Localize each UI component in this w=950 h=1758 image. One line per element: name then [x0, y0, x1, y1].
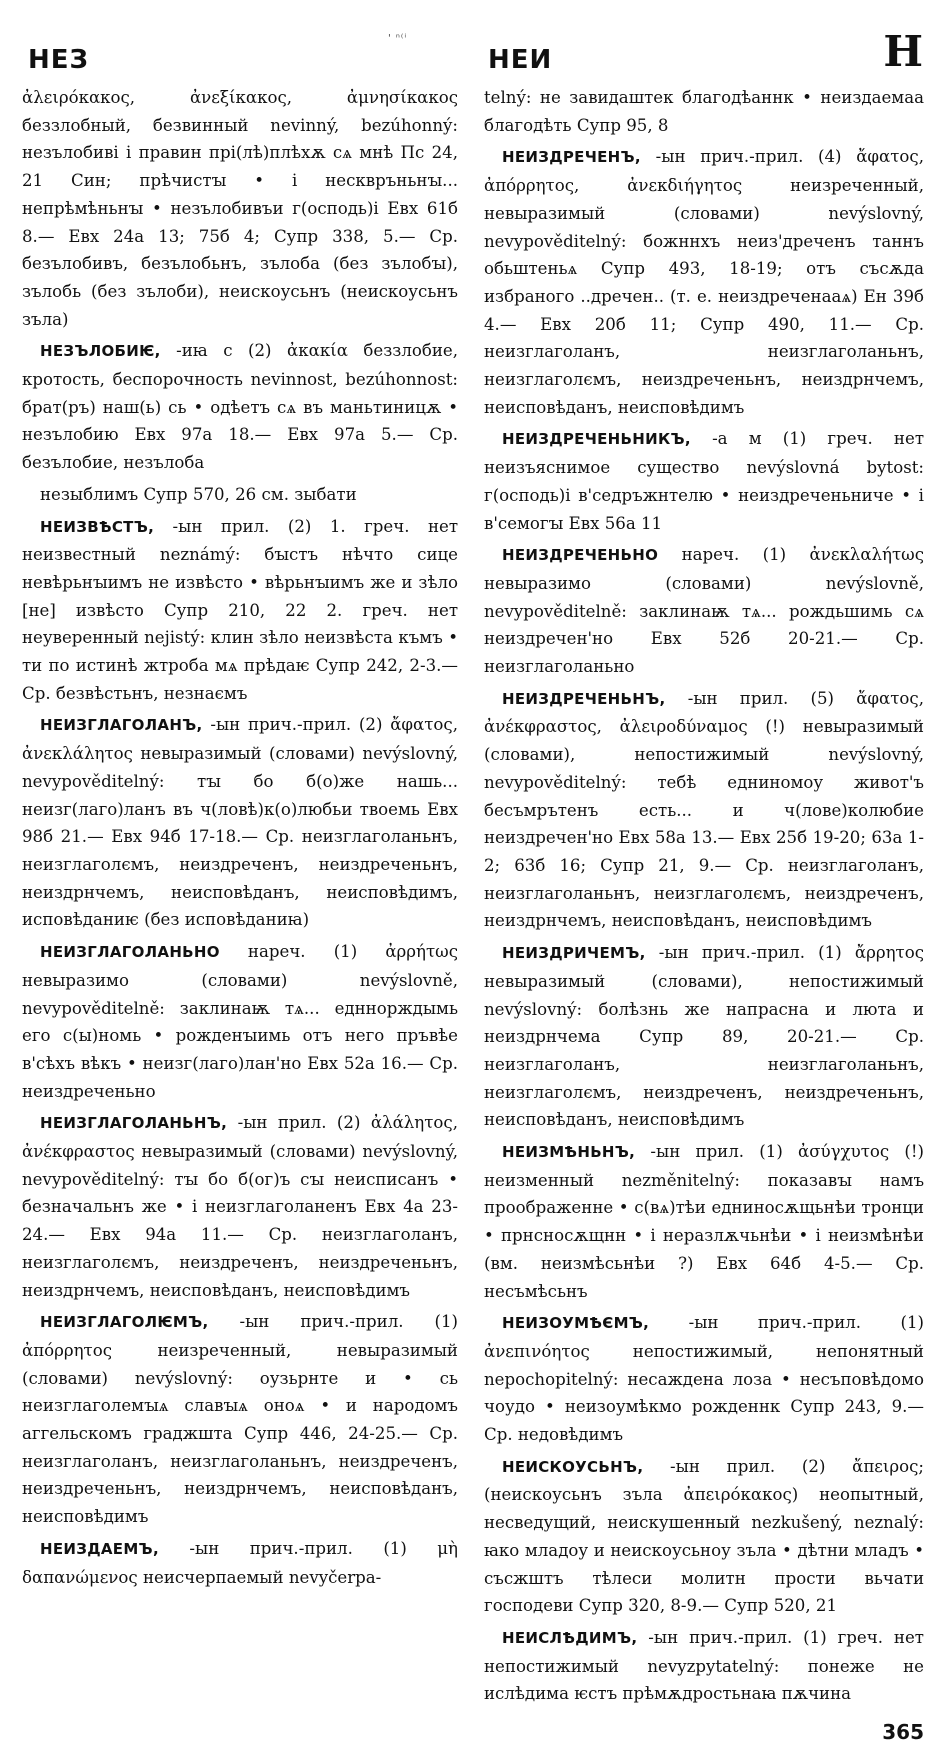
entry-headword: НЕИЗДРЕЧЕНЪ,: [502, 148, 641, 167]
entry-headword: НЕИЗВѢСТЪ,: [40, 517, 155, 536]
entry-headword: НЕИЗГЛАГОЛѤМЪ,: [40, 1313, 209, 1332]
entry-headword: НЕИСКОУСЬНЪ,: [502, 1457, 644, 1476]
entry-body: -ын прил. (5) ἄφατος, ἀνέκφραστος, ἀλειροδύναμος (!) невыразимый (словами), непостижимый nevýslovný, nevypověditelný: тебѣ едниномоу живот'ъ бесъмрътенъ есть... и ч(лове)колюбие неиздречен'но Евх 58а 13.— Евх 25б 19-20; 63а 1-2; 63б 16; Супр 21, 9.— Ср. неизглаголанъ, неизглаголаньнъ, неизглаголємъ, неиздреченъ, неиздрнчемъ, неисповѣданъ, неисповѣдимъ: [484, 688, 924, 931]
entry-body: -а м (1) греч. нет неизъяснимое существо nevýslovná bytost: г(осподь)і в'седръжнтелю • неиздреченьниче • і в'семогꙑ Евх 56а 11: [484, 429, 924, 533]
dictionary-entry: [484, 425, 924, 537]
dictionary-entry: [22, 1109, 458, 1304]
entry-body: незыблимъ Супр 570, 26 см. зыбати: [40, 484, 357, 504]
entry-body: -ын прич.-прил. (1) ἀπόρρητος неизреченный, невыразимый (словами) nevýslovný: оузьрнте и • сь неизглаголемꙑѧ славꙑѧ оноѧ • и народомъ аггельскомъ граджшта Супр 446, 24-25.— Ср. неизглаголанъ, неизглаголаньнъ, неиздреченъ, неиздреченьнъ, неиздрнчемъ, неисповѣданъ, неисповѣдимъ: [22, 1312, 458, 1527]
dictionary-entry: [22, 1535, 458, 1591]
entry-body: -ын прич.-прил. (1) μὴ δαπανώμενος неисчерпаемый nevyčerpa-: [22, 1538, 458, 1587]
entry-body: ἀλειρόκακος, ἀνεξίκακος, ἀμνησίκακος беззлобный, безвинный nevinný, bezúhonný: незълобиві і правин прі(лѣ)плѣхѫ сѧ мнѣ Пс 24, 21 Син; прѣчистꙑ • і несквръньнꙑ... непрѣмѣньнꙑ • незълобивъи г(осподь)і Евх 61б 8.— Евх 24а 13; 75б 4; Супр 338, 5.— Ср. безълобивъ, безълобьнъ, зълоба (без зълобꙑ), зълобь (без зълоби), неискоусьнъ (неискоусьнъ зъла): [22, 88, 458, 329]
entry-body: telný: не завидаштек благодѣаннк • неиздаемаа благодѣть Супр 95, 8: [484, 88, 924, 135]
entry-body: -ын прич.-прил. (4) ἄφατος, ἀπόρρητος, ἀνεκδιήγητος неизреченный, невыразимый (словами) nevýslovný, nevypověditelný: божннхъ неиз'дреченъ таннъ обьштеньѧ Супр 493, 18-19; отъ съсѫда избраного ..дречен.. (т. е. неиздреченааѧ) Ен 39б 4.— Евх 20б 11; Супр 490, 11.— Ср. неизглаголанъ, неизглаголаньнъ, неизглаголємъ, неиздреченьнъ, неиздрнчемъ, неисповѣданъ, неисповѣдимъ: [484, 147, 924, 417]
right-guideword: НЕИ: [488, 45, 553, 75]
header-mark: ' ⁿ⁽ⁱ: [388, 33, 408, 44]
dictionary-entry: [484, 1309, 924, 1449]
entry-headword: НЕИЗДРЕЧЕНЬНЪ,: [502, 689, 666, 708]
columns: [22, 84, 924, 1712]
page-footer: [22, 1720, 924, 1744]
entry-body: нареч. (1) ἀνεκλαλήτως невыразимо (словами) nevýslovně, nevypověditelně: заклинаѭ тѧ... рождьшимь сѧ неиздречен'но Евх 52б 20-21.— Ср. неизглаголаньно: [484, 545, 924, 677]
entry-headword: НЕИЗДРЕЧЕНЬНИКЪ,: [502, 430, 691, 449]
dictionary-entry: [22, 938, 458, 1105]
entry-body: -ын прич.-прил. (1) ἀνεπινόητος непостижимый, непонятный nepochopitelný: несаждена лоза • несъповѣдомо чоудо • неизоумѣкмо рожденнк Супр 243, 9.— Ср. недовѣдимъ: [484, 1313, 924, 1445]
entry-headword: НЕИЗДРИЧЕМЪ,: [502, 944, 646, 963]
dictionary-entry: [484, 1138, 924, 1305]
dictionary-entry: [484, 685, 924, 935]
dictionary-entry: [22, 337, 458, 477]
entry-body: -ын прил. (1) ἀσύγχυτος (!) неизменный nezměnitelný: показавꙑ намъ проображенне • с(вѧ)тѣи едниносѫщьнѣи тронци • прнсносѫщнн • і неразлѫчьнѣи • і неизмѣнѣи (вм. неизмѣсьнѣи ?) Евх 64б 4-5.— Ср. несъмѣсьнъ: [484, 1142, 924, 1301]
entry-body: нареч. (1) ἀρρήτως невыразимо (словами) nevýslovně, nevypověditelně: заклинаѭ тѧ... едннорждымь его с(ы)номь • рожденꙑимь отъ него пръвѣе в'сѣхъ вѣкъ • неизг(лаго)лан'но Евх 52а 16.— Ср. неиздреченьно: [22, 942, 458, 1101]
entry-headword: НЕИЗДРЕЧЕНЬНО: [502, 546, 659, 565]
dictionary-entry: [484, 143, 924, 421]
entry-body: -ын прил. (2) ἄπειρος; (неискоусьнъ зъла ἀπειρόκακος) неопытный, несведущий, неискушенный nezkušený, neznalý: ꙗко младоу и неискоусьноу зъла • дѣтни младъ • съсжштъ тѣлеси молитн прости вьчати господеви Супр 320, 8-9.— Супр 520, 21: [484, 1456, 924, 1616]
section-letter: Н: [883, 27, 924, 76]
dictionary-entry: [22, 481, 458, 509]
entry-headword: НЕИЗМѢНЬНЪ,: [502, 1143, 636, 1162]
entry-body: -ын прич.-прил. (2) ἄφατος, ἀνεκλάλητος невыразимый (словами) nevýslovný, nevypověditelný: тꙑ бо б(о)же нашь... неизг(лаго)ланъ въ ч(ловѣ)к(о)любьи твоемь Евх 98б 21.— Евх 94б 17-18.— Ср. неизглаголаньнъ, неизглаголємъ, неиздреченъ, неиздреченьнъ, неиздрнчемъ, неисповѣданъ, неисповѣдимъ, исповѣданиѥ (без исповѣданиꙗ): [22, 715, 458, 930]
entry-body: -ын прил. (2) 1. греч. нет неизвестный neznámý: бꙑстъ нѣчто сице невѣрьнꙑимъ не извѣсто • вѣрьнꙑимъ же и зѣло [не] извѣсто Супр 210, 22 2. греч. нет неуверенный nejistý: клин зѣло неизвѣста къмъ • ти по истинѣ жтроба мѧ прѣдаѥ Супр 242, 2-3.— Ср. безвѣстьнъ, незнаємъ: [22, 516, 458, 703]
entry-headword: НЕИСЛѢДИМЪ,: [502, 1628, 638, 1647]
dictionary-entry: [22, 513, 458, 708]
dictionary-entry: [484, 84, 924, 139]
entry-body: -иꙗ с (2) ἀκακία беззлобие, кротость, беспорочность nevinnost, bezúhonnost: брат(ръ) наш(ь) сь • одѣетъ сѧ въ маньтиницѫ • незълобию Евх 97а 18.— Евх 97а 5.— Ср. безълобие, незълоба: [22, 341, 458, 473]
entry-body: -ын прич.-прил. (1) ἄρρητος невыразимый (словами), непостижимый nevýslovný: болѣзнь же напрасна и люта и неиздрнчема Супр 89, 20-21.— Ср. неизглаголанъ, неизглаголаньнъ, неизглаголємъ, неиздреченъ, неиздреченьнъ, неисповѣданъ, неисповѣдимъ: [484, 943, 924, 1130]
left-column: [22, 84, 458, 1595]
right-column: [484, 84, 924, 1712]
page-number: 365: [882, 1720, 924, 1745]
dictionary-entry: [484, 1624, 924, 1708]
entry-body: -ын прил. (2) ἀλάλητος, ἀνέκφραστος невыразимый (словами) nevýslovný, nevypověditelný: тꙑ бо б(ог)ъ сꙑ неисписанъ • безначальнъ же • і неизглаголаненъ Евх 4а 23-24.— Евх 94а 11.— Ср. неизглаголанъ, неизглаголємъ, неиздреченъ, неиздреченьнъ, неиздрнчемъ, неисповѣданъ, неисповѣдимъ: [22, 1113, 458, 1300]
dictionary-entry: [22, 84, 458, 333]
page-header: [22, 24, 924, 76]
entry-headword: НЕИЗГЛАГОЛАНЬНЪ,: [40, 1114, 228, 1133]
entry-headword: НЕИЗГЛАГОЛАНЪ,: [40, 716, 203, 735]
dictionary-entry: [22, 711, 458, 934]
entry-headword: НЕЗЪЛОБИѤ,: [40, 342, 161, 361]
entry-body: -ын прич.-прил. (1) греч. нет непостижимый nevyzpytatelný: понеже не ислѣдима ѥстъ прѣмѫдростьнаꙗ пѫчина: [484, 1627, 924, 1704]
entry-headword: НЕИЗГЛАГОЛАНЬНО: [40, 943, 220, 962]
left-guideword: НЕЗ: [28, 45, 89, 75]
dictionary-entry: [484, 939, 924, 1134]
entry-headword: НЕИЗОУМѢЄМЪ,: [502, 1314, 650, 1333]
dictionary-entry: [484, 1453, 924, 1620]
dictionary-entry: [484, 541, 924, 681]
entry-headword: НЕИЗДАЕМЪ,: [40, 1539, 159, 1558]
